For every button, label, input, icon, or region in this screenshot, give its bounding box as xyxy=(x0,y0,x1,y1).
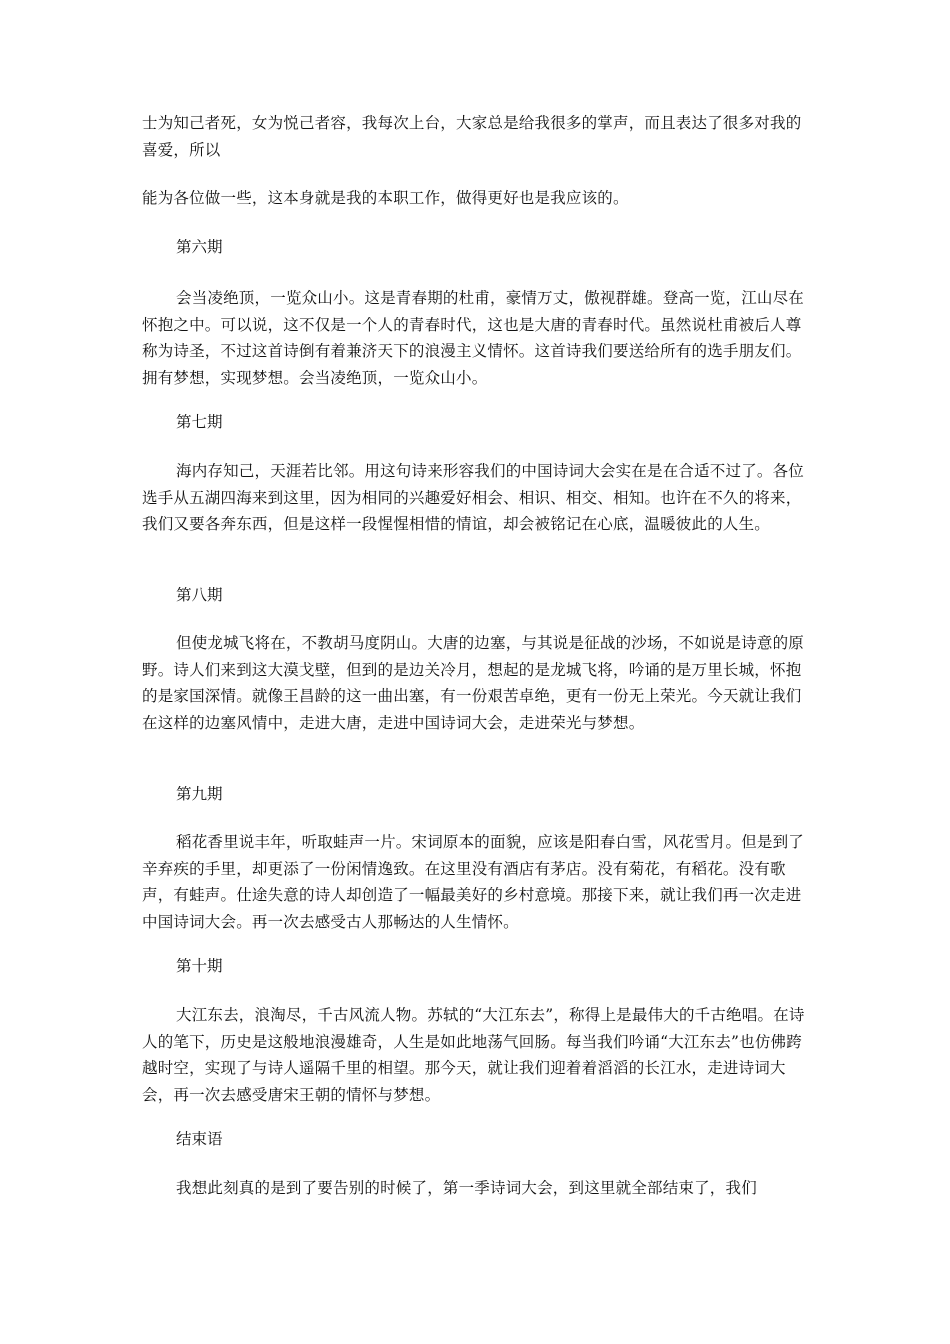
section-heading-closing: 结束语 xyxy=(176,1130,223,1148)
paragraph-section-10: 大江东去，浪淘尽，千古风流人物。苏轼的“大江东去”，称得上是最伟大的千古绝唱。在诗人的笔下，历史是这般地浪漫雄奇，人生是如此地荡气回肠。每当我们吟诵“大江东去”也仿佛跨越时空，实现了与诗人遥隔千里的相望。那今天，就让我们迎着着滔滔的长江水，走进诗词大会，再一次去感受唐宋王朝的情怀与梦想。 xyxy=(142,1006,805,1104)
section-heading-9: 第九期 xyxy=(176,785,223,803)
paragraph-closing: 我想此刻真的是到了要告别的时候了，第一季诗词大会，到这里就全部结束了，我们 xyxy=(176,1179,757,1197)
paragraph-section-8: 但使龙城飞将在，不教胡马度阴山。大唐的边塞，与其说是征战的沙场，不如说是诗意的原野。诗人们来到这大漠戈壁，但到的是边关冷月，想起的是龙城飞将，吟诵的是万里长城，怀抱的是家国深情。就像王昌龄的这一曲出塞，有一份艰苦卓绝，更有一份无上荣光。今天就让我们在这样的边塞风情中，走进大唐，走进中国诗词大会，走进荣光与梦想。 xyxy=(142,634,805,732)
paragraph-intro-2: 能为各位做一些，这本身就是我的本职工作，做得更好也是我应该的。 xyxy=(142,189,629,207)
paragraph-section-9: 稻花香里说丰年，听取蛙声一片。宋词原本的面貌，应该是阳春白雪，风花雪月。但是到了辛弃疾的手里，却更添了一份闲情逸致。在这里没有酒店有茅店。没有菊花，有稻花。没有歌声，有蛙声。仕途失意的诗人却创造了一幅最美好的乡村意境。那接下来，就让我们再一次走进中国诗词大会。再一次去感受古人那畅达的人生情怀。 xyxy=(142,833,805,931)
section-heading-6: 第六期 xyxy=(176,238,223,256)
paragraph-section-7: 海内存知己，天涯若比邻。用这句诗来形容我们的中国诗词大会实在是在合适不过了。各位选手从五湖四海来到这里，因为相同的兴趣爱好相会、相识、相交、相知。也许在不久的将来，我们又要各奔东西，但是这样一段惺惺相惜的情谊，却会被铭记在心底，温暖彼此的人生。 xyxy=(142,462,805,533)
section-heading-8: 第八期 xyxy=(176,586,223,604)
paragraph-section-6: 会当凌绝顶，一览众山小。这是青春期的杜甫，豪情万丈，傲视群雄。登高一览，江山尽在怀抱之中。可以说，这不仅是一个人的青春时代，这也是大唐的青春时代。虽然说杜甫被后人尊称为诗圣，不过这首诗倒有着兼济天下的浪漫主义情怀。这首诗我们要送给所有的选手朋友们。拥有梦想，实现梦想。会当凌绝顶，一览众山小。 xyxy=(142,289,805,387)
section-heading-10: 第十期 xyxy=(176,957,223,975)
section-heading-7: 第七期 xyxy=(176,413,223,431)
paragraph-intro-1: 士为知己者死，女为悦己者容，我每次上台，大家总是给我很多的掌声，而且表达了很多对我的喜爱，所以 xyxy=(142,114,802,159)
